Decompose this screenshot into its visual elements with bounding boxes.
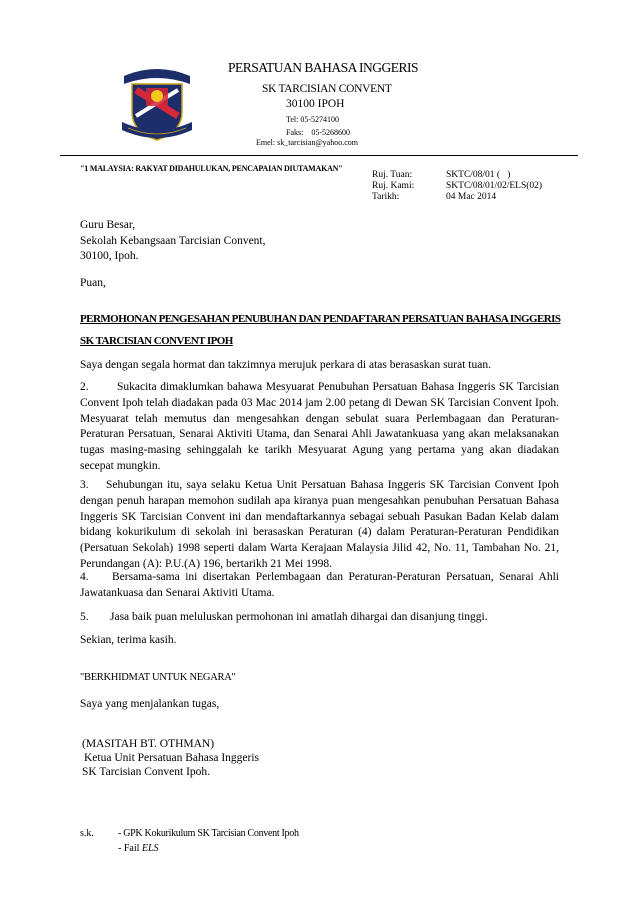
telephone: Tel: 05-5274100 [286,115,339,124]
signatory-school: SK Tarcisian Convent Ipoh. [82,766,211,778]
cc-line-1: - GPK Kokurikulum SK Tarcisian Convent Ipoh [118,828,299,839]
paragraph-number: 3. [80,479,89,491]
paragraph-text: Sehubungan itu, saya selaku Ketua Unit Persatuan Bahasa Inggeris SK Tarcisian Convent Ipoh dengan penuh harapan memohon sudilah apa kiranya puan mengesahkan penubuhan Persatuan Bahasa Inggeris SK Tarcisian Convent ini dan mendaftarkannya sebagai sebuah Pasukan Badan Kelab dalam bidang kokurikulum di sekolah ini berasaskan Peraturan (4) dalam Peraturan-Peraturan Pendidikan (Persatuan Sekolah) 1998 seperti dalam Warta Kerajaan Malaysia Jilid 42, No. 11, Tambahan No. 21, Perundangan (A): P.U.(A) 196, bertarikh 21 Mei 1998. [80,479,559,570]
paragraph-number: 2. [80,381,89,393]
closing: Sekian, terima kasih. [80,634,177,646]
school-name: SK TARCISIAN CONVENT [262,83,392,95]
recipient-line: Guru Besar, [80,219,136,231]
cc-line-2-file: ELS [141,843,159,854]
signatory-name: (MASITAH BT. OTHMAN) [82,738,215,750]
paragraph-4 [80,570,559,602]
paragraph-text: Sukacita dimaklumkan bahawa Mesyuarat Penubuhan Persatuan Bahasa Inggeris SK Tarcisian Convent Ipoh telah diadakan pada 03 Mac 2014 jam 2.00 petang di Dewan SK Tarcisian Convent Ipoh. Mesyuarat telah memutus dan mengesahkan dengan sebulat suara Perlembagaan dan Peraturan-Peraturan Persatuan, Senarai Aktiviti Utama, dan Senarai Ahli Jawatankuasa yang akan melaksanakan tugas masing-masing sehinggalah ke tarikh Mesyuarat Agung yang pertama yang akan diadakan secepat mungkin. [80,381,559,472]
sign-off: Saya yang menjalankan tugas, [80,698,220,710]
subject-line-1: PERMOHONAN PENGESAHAN PENUBUHAN DAN PENDAFTARAN PERSATUAN BAHASA INGGERIS [80,313,561,325]
school-crest-logo [118,62,196,146]
cc-line-2-prefix: - Fail [118,843,142,854]
paragraph-text: Bersama-sama ini disertakan Perlembagaan dan Peraturan-Peraturan Persatuan, Senarai Ahli Jawatankuasa dan Senarai Aktiviti Utama. [80,571,559,599]
ref-value-tuan: SKTC/08/01 ( ) [446,170,511,180]
paragraph-2 [80,380,559,475]
postcode-city: 30100 IPOH [286,98,345,110]
recipient-line: Sekolah Kebangsaan Tarcisian Convent, [80,234,266,247]
ref-label-tuan: Ruj. Tuan: [372,170,413,180]
subject-line-2: SK TARCISIAN CONVENT IPOH [80,335,233,347]
cc-line-2 [118,843,159,854]
slogan: "BERKHIDMAT UNTUK NEGARA" [80,672,236,683]
ref-value-kami: SKTC/08/01/02/ELS(02) [446,181,543,191]
header-divider [60,155,578,156]
paragraph-3 [80,478,559,573]
recipient-block [80,218,266,265]
signatory-position: Ketua Unit Persatuan Bahasa Inggeris [84,752,260,764]
cc-label: s.k. [80,828,94,839]
organisation-title: PERSATUAN BAHASA INGGERIS [228,60,419,75]
paragraph-text: Jasa baik puan meluluskan permohonan ini amatlah dihargai dan disanjung tinggi. [110,611,488,623]
salutation: Puan, [80,277,106,289]
fax: Faks: 05-5268600 [286,128,350,137]
ref-label-date: Tarikh: [372,192,400,202]
email: Emel: sk_tarcisian@yahoo.com [256,138,359,147]
ref-value-date: 04 Mac 2014 [446,192,497,202]
paragraph-number: 4. [80,571,89,583]
motto: "1 MALAYSIA: RAKYAT DIDAHULUKAN, PENCAPAIAN DIUTAMAKAN" [80,164,343,173]
paragraph-5 [80,610,559,626]
recipient-line: 30100, Ipoh. [80,250,139,262]
paragraph-1: Saya dengan segala hormat dan takzimnya merujuk perkara di atas berasaskan surat tuan. [80,359,491,371]
ref-label-kami: Ruj. Kami: [372,181,415,191]
paragraph-number: 5. [80,611,89,623]
